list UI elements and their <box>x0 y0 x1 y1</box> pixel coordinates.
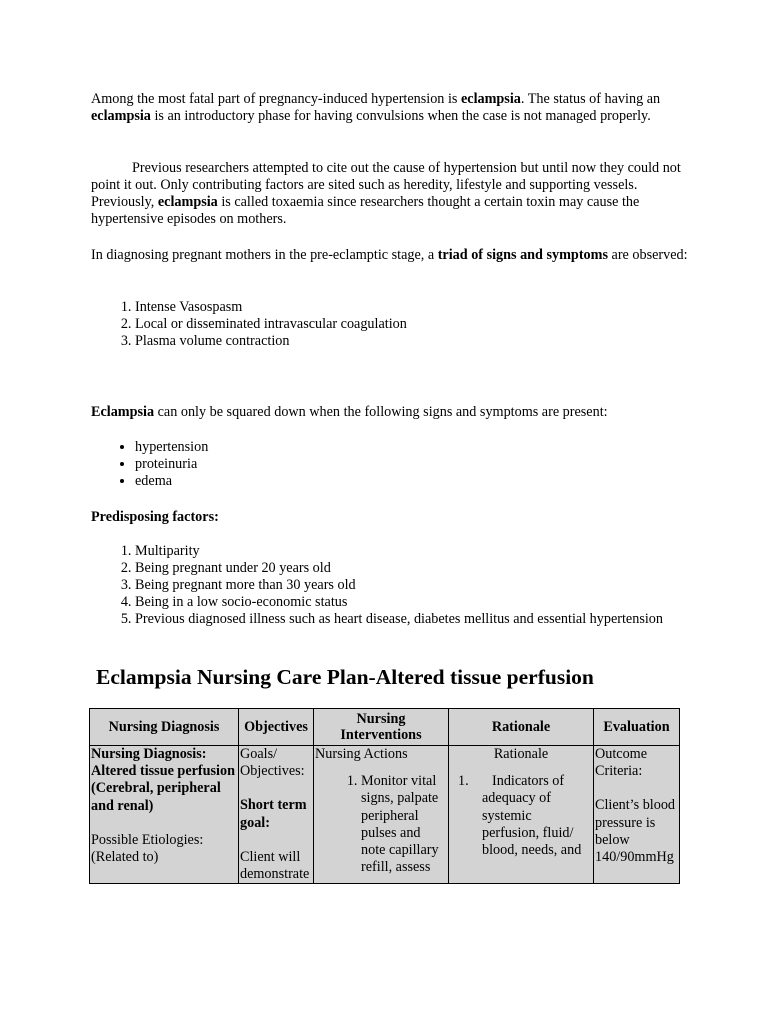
history-text-2: is called toxaemia since researchers thought a certain toxin may cause the hypertensive episodes on mothers. <box>91 194 640 227</box>
predisposing-item: 3. Being pregnant more than 30 years old <box>135 577 715 594</box>
intro-text-1: Among the most fatal part of pregnancy-induced hypertension is <box>91 91 461 107</box>
signs-intro-text: can only be squared down when the following signs and symptoms are present: <box>154 404 608 420</box>
diagnosis-etiology: Possible Etiologies: (Related to) <box>91 831 204 866</box>
signs-list <box>91 439 715 490</box>
signs-intro-paragraph <box>91 404 691 421</box>
cell-objectives <box>239 746 314 884</box>
evaluation-text: Client’s blood pressure is below 140/90mmHg <box>595 797 676 866</box>
intro-term-2: eclampsia <box>91 108 151 124</box>
intro-text-3: is an introductory phase for having convulsions when the case is not managed properly. <box>150 108 651 124</box>
predisposing-list <box>91 543 715 628</box>
predisposing-item: 5. Previous diagnosed illness such as heart disease, diabetes mellitus and essential hypertension <box>135 611 715 628</box>
intro-paragraph <box>91 91 691 125</box>
header-rationale: Rationale <box>449 709 594 746</box>
care-plan-table <box>89 708 680 884</box>
table-header-row <box>90 709 680 746</box>
triad-item: 2. Local or disseminated intravascular coagulation <box>135 316 715 333</box>
diagnosing-paragraph <box>91 247 691 264</box>
header-evaluation: Evaluation <box>594 709 680 746</box>
rationale-number: 1. <box>458 773 469 790</box>
header-nursing-interventions: Nursing Interventions <box>314 709 449 746</box>
rationale-label: Rationale <box>493 746 549 762</box>
predisposing-item: 2. Being pregnant under 20 years old <box>135 560 715 577</box>
predisposing-item: 1. Multiparity <box>135 543 715 560</box>
header-nursing-diagnosis: Nursing Diagnosis <box>90 709 239 746</box>
short-term-goal-text: Client will demonstrate <box>240 848 310 883</box>
rationale-text: Indicators of adequacy of systemic perfusion, fluid/ blood, needs, and <box>482 773 582 859</box>
triad-item: 1. Intense Vasospasm <box>135 299 715 316</box>
history-paragraph <box>91 160 691 228</box>
sign-item: • hypertension <box>135 439 715 456</box>
history-term: eclampsia <box>157 194 218 210</box>
cell-diagnosis <box>90 746 239 884</box>
evaluation-label: Outcome Criteria: <box>595 746 648 780</box>
diagnosing-term: triad of signs and symptoms <box>437 247 608 263</box>
care-plan-title: Eclampsia Nursing Care Plan-Altered tissue perfusion <box>96 665 594 689</box>
objectives-label: Goals/ Objectives: <box>240 746 305 780</box>
sign-item: • edema <box>135 473 715 490</box>
diagnosing-text-2: are observed: <box>607 247 688 263</box>
table-row <box>90 746 680 884</box>
predisposing-heading <box>91 509 691 526</box>
diagnosis-label: Nursing Diagnosis: Altered tissue perfusion (Cerebral, peripheral and renal) <box>91 746 235 814</box>
intro-text-2: . The status of having an <box>520 91 661 107</box>
diagnosing-text-1: In diagnosing pregnant mothers in the pre-eclamptic stage, a <box>91 247 438 263</box>
signs-term: Eclampsia <box>91 404 155 420</box>
intervention-item: 1. Monitor vital signs, palpate peripheral pulses and note capillary refill, assess <box>361 773 447 876</box>
cell-interventions <box>314 746 449 884</box>
sign-item: • proteinuria <box>135 456 715 473</box>
interventions-list <box>315 773 447 876</box>
triad-item: 3. Plasma volume contraction <box>135 333 715 350</box>
rationale-item <box>458 773 592 859</box>
cell-rationale <box>449 746 594 884</box>
header-objectives: Objectives <box>239 709 314 746</box>
history-text-1: Previous researchers attempted to cite out the cause of hypertension but until now they could not point it out. Only contributing factors are sited such as heredity, lifestyle and supporting vessels. Previously, <box>91 160 681 210</box>
intro-term-1: eclampsia <box>460 91 521 107</box>
predisposing-heading-text: Predisposing factors: <box>91 509 219 525</box>
cell-evaluation <box>594 746 680 884</box>
rationale-list <box>450 773 592 859</box>
triad-list <box>91 299 715 350</box>
predisposing-item: 4. Being in a low socio-economic status <box>135 594 715 611</box>
short-term-goal-heading-text: Short term goal: <box>240 797 307 831</box>
short-term-goal-heading <box>240 797 312 831</box>
interventions-label: Nursing Actions <box>315 746 408 762</box>
